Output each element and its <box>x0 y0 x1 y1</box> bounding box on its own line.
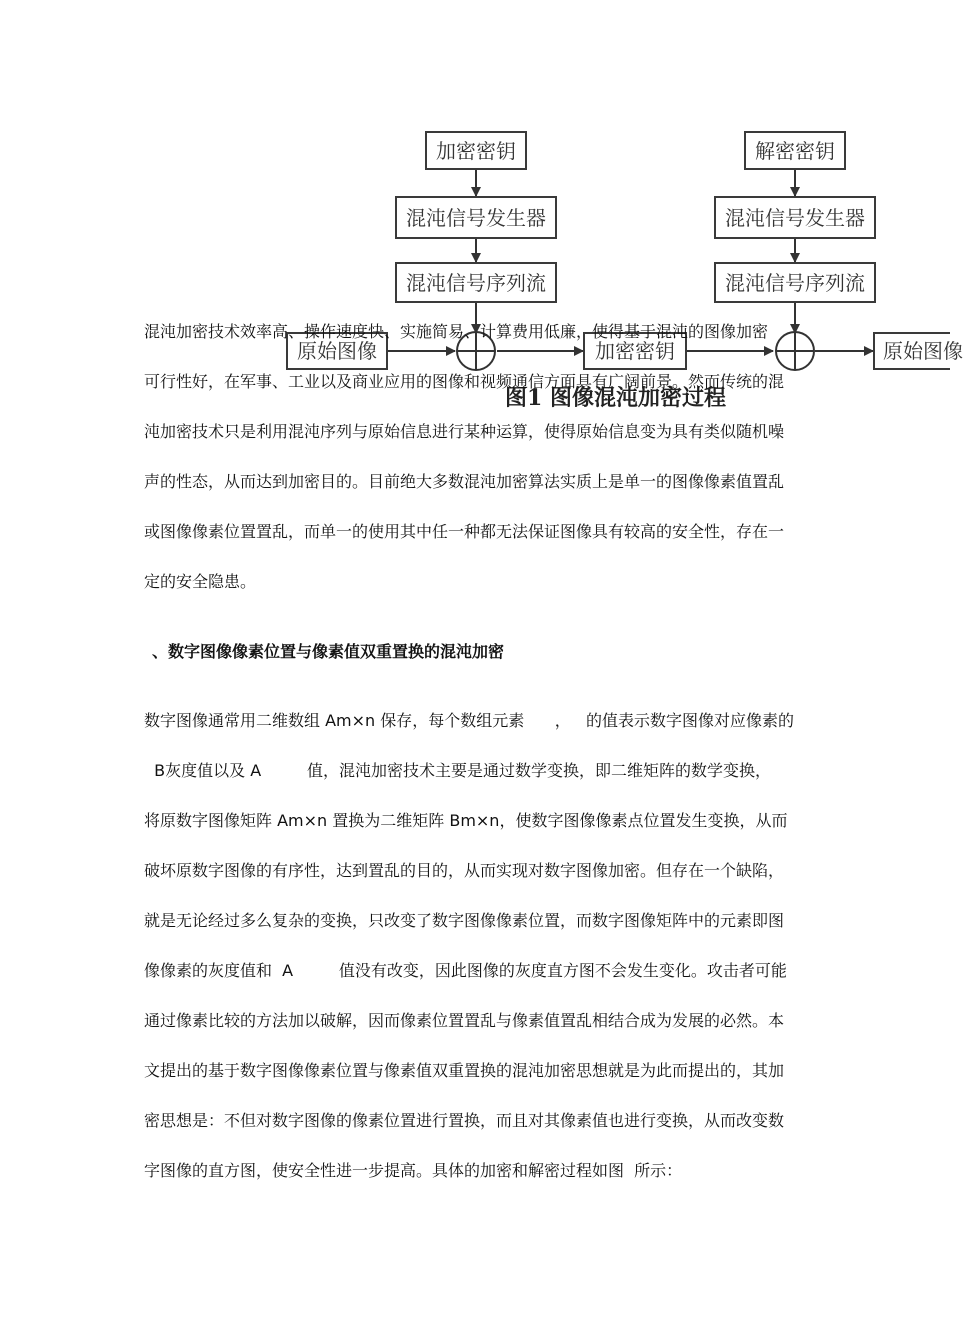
decryption-key-box: 解密密钥 <box>744 131 846 170</box>
paragraph2-line-3: 将原数字图像矩阵 Am×n 置换为二维矩阵 Bm×n，使数字图像像素点位置发生变换，从而 <box>144 811 788 830</box>
section-heading: 、数字图像像素位置与像素值双重置换的混沌加密 <box>152 642 505 661</box>
paragraph1-line-2: 可行性好，在军事、工业以及商业应用的图像和视频通信方面具有广阔前景。然而传统的混 <box>144 372 785 391</box>
chaos-sequence-box-right: 混沌信号序列流 <box>714 262 876 303</box>
chaos-sequence-box-left: 混沌信号序列流 <box>395 262 557 303</box>
encryption-key-box: 加密密钥 <box>425 131 527 170</box>
chaos-generator-box-right: 混沌信号发生器 <box>714 196 876 239</box>
paragraph2-line-9: 密思想是：不但对数字图像的像素位置进行置换，而且对其像素值也进行变换，从而改变数 <box>144 1111 785 1130</box>
paragraph2-line-5: 就是无论经过多么复杂的变换，只改变了数字图像像素位置，而数字图像矩阵中的元素即图 <box>144 911 785 930</box>
paragraph1-line-3: 沌加密技术只是利用混沌序列与原始信息进行某种运算，使得原始信息变为具有类似随机噪 <box>144 422 785 441</box>
paragraph2-line-4: 破坏原数字图像的有序性，达到置乱的目的，从而实现对数字图像加密。但存在一个缺陷， <box>144 861 785 880</box>
paragraph1-line-4: 声的性态，从而达到加密目的。目前绝大多数混沌加密算法实质上是单一的图像像素值置乱 <box>144 472 785 491</box>
chaos-generator-box-left: 混沌信号发生器 <box>395 196 557 239</box>
xor-symbol-right <box>776 332 814 370</box>
middle-key-box: 加密密钥 <box>583 332 687 370</box>
figure-caption: 图1 图像混沌加密过程 <box>505 385 726 411</box>
paragraph2-line-10: 字图像的直方图，使安全性进一步提高。具体的加密和解密过程如图 所示： <box>144 1161 683 1180</box>
paragraph1-line-5: 或图像像素位置置乱，而单一的使用其中任一种都无法保证图像具有较高的安全性，存在一 <box>144 522 785 541</box>
original-image-box-output: 原始图像 <box>873 332 950 370</box>
paragraph2-line-2: B灰度值以及 A 值，混沌加密技术主要是通过数学变换，即二维矩阵的数学变换， <box>144 761 771 780</box>
paragraph2-line-8: 文提出的基于数字图像像素位置与像素值双重置换的混沌加密思想就是为此而提出的，其加 <box>144 1061 785 1080</box>
paragraph1-line-6: 定的安全隐患。 <box>144 572 257 591</box>
paragraph2-line-6: 像像素的灰度值和 A 值没有改变，因此图像的灰度直方图不会发生变化。攻击者可能 <box>144 961 787 980</box>
paragraph1-line-1: 混沌加密技术效率高、操作速度快、实施简易、计算费用低廉，使得基于混沌的图像加密 <box>144 322 769 341</box>
paragraph2-line-7: 通过像素比较的方法加以破解，因而像素位置置乱与像素值置乱相结合成为发展的必然。本 <box>144 1011 785 1030</box>
original-image-box-input: 原始图像 <box>286 332 388 370</box>
paragraph2-line-1: 数字图像通常用二维数组 Am×n 保存，每个数组元素 ， 的值表示数字图像对应像素的 <box>144 711 795 730</box>
